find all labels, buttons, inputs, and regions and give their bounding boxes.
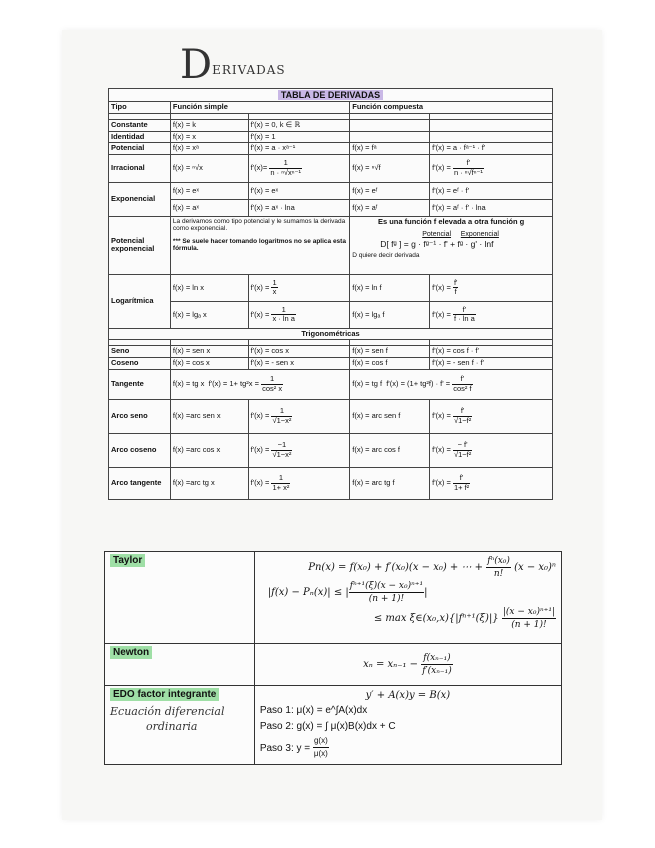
simple-f: f(x) = eˣ bbox=[170, 182, 248, 199]
label-exponencial: Exponencial bbox=[460, 231, 499, 239]
row-seno bbox=[109, 346, 553, 358]
comp-f: f(x) = ⁿ√f bbox=[350, 154, 430, 182]
d-prefix: f'(x) = bbox=[432, 282, 451, 292]
edo-paso-1: Paso 1: μ(x) = e^∫A(x)dx bbox=[259, 704, 368, 716]
comp-f: f(x) = tg f bbox=[352, 379, 383, 389]
row-constante bbox=[109, 119, 553, 131]
formula-left: D[ fᵍ ] = g · fᵍ⁻¹ · f' bbox=[380, 238, 448, 249]
simple-tangente bbox=[170, 369, 349, 399]
taylor-label: Taylor bbox=[110, 554, 145, 567]
d-prefix: f'(x) = 1+ tg²x = bbox=[208, 379, 259, 389]
edo-paso-3 bbox=[260, 735, 556, 762]
simple-f: f(x) =arc sen x bbox=[170, 399, 248, 433]
paso3-frac bbox=[313, 735, 329, 762]
taylor-line-3 bbox=[260, 606, 556, 631]
comp-f: f(x) = arc tg f bbox=[350, 467, 430, 499]
handwritten-title bbox=[180, 42, 286, 88]
taylor-l3-pre: ≤ max ξ∈(x₀,x){|fⁿ⁺¹(ξ)|} bbox=[373, 612, 499, 624]
denominator: 1+ f² bbox=[453, 482, 470, 492]
simple-f: f(x) = tg x bbox=[172, 379, 205, 389]
simple-d: f'(x) = 0, k ∈ ℝ bbox=[248, 119, 350, 131]
fraction bbox=[452, 375, 472, 393]
newton-label: Newton bbox=[110, 646, 152, 659]
comp-d: f'(x) = cos f · f' bbox=[430, 346, 553, 358]
numerator: 1 bbox=[269, 159, 302, 169]
fraction bbox=[271, 441, 292, 459]
fraction bbox=[269, 159, 302, 177]
comp-d: f'(x) = aᶠ · f' · lna bbox=[430, 199, 553, 216]
d-prefix: f'(x) = bbox=[432, 411, 451, 421]
taylor-l2-post: | bbox=[424, 587, 428, 599]
denominator: n · ⁿ√fⁿ⁻¹ bbox=[453, 167, 483, 177]
taylor-l3-frac bbox=[502, 606, 556, 631]
comp-f: f(x) = sen f bbox=[350, 346, 430, 358]
simple-d bbox=[248, 301, 350, 328]
simple-d bbox=[248, 467, 350, 499]
fraction bbox=[453, 159, 484, 177]
d-prefix: f'(x)= bbox=[250, 163, 268, 173]
edo-label-cell bbox=[105, 686, 255, 765]
tipo-cell: Potencial bbox=[109, 143, 171, 155]
taylor-label-wrap bbox=[110, 555, 249, 566]
denominator: cos² x bbox=[262, 383, 283, 393]
numerator: 1 bbox=[271, 407, 292, 417]
comp-d bbox=[430, 154, 553, 182]
row-identidad bbox=[109, 131, 553, 143]
fraction bbox=[453, 474, 470, 492]
simple-f: f(x) = cos x bbox=[170, 358, 248, 370]
simple-d bbox=[248, 274, 350, 301]
numerator: f(xₙ₋₁) bbox=[421, 652, 452, 665]
trig-header-row bbox=[109, 328, 553, 340]
fraction bbox=[453, 306, 476, 324]
comp-f: f(x) = arc cos f bbox=[350, 433, 430, 467]
edo-equation: y′ + A(x)y = B(x) bbox=[365, 690, 451, 701]
table-title: TABLA DE DERIVADAS bbox=[278, 90, 383, 100]
edo-handwritten-note bbox=[110, 704, 249, 735]
denominator: f · ln a bbox=[453, 314, 475, 324]
comp-f bbox=[350, 119, 430, 131]
tipo-cell: Identidad bbox=[109, 131, 171, 143]
d-prefix: f'(x) = bbox=[432, 445, 451, 455]
newton-formula bbox=[254, 644, 561, 686]
numerator: 1 bbox=[271, 474, 290, 484]
simple-d: f'(x) = eˣ bbox=[248, 182, 350, 199]
simple-f: f(x) =arc cos x bbox=[170, 433, 248, 467]
denominator: x bbox=[272, 287, 277, 297]
simple-d: f'(x) = a · xᵃ⁻¹ bbox=[248, 143, 350, 155]
simple-d bbox=[248, 433, 350, 467]
d-prefix: f'(x) = bbox=[432, 478, 451, 488]
comp-f bbox=[350, 131, 430, 143]
simple-f: f(x) =arc tg x bbox=[170, 467, 248, 499]
simple-d: f'(x) = aˣ · lna bbox=[248, 199, 350, 216]
numerator: −1 bbox=[271, 441, 292, 451]
tipo-cell: Arco seno bbox=[109, 399, 171, 433]
edo-note-1: Ecuación diferencial bbox=[110, 705, 225, 718]
simple-d: f'(x) = - sen x bbox=[248, 358, 350, 370]
table-title-cell bbox=[109, 89, 553, 102]
denominator: √1−f² bbox=[453, 415, 472, 425]
comp-f: f(x) = ln f bbox=[350, 274, 430, 301]
edo-paso-2: Paso 2: g(x) = ∫ μ(x)B(x)dx + C bbox=[259, 720, 396, 732]
denominator: x · ln a bbox=[272, 314, 295, 324]
comp-f: f(x) = arc sen f bbox=[350, 399, 430, 433]
comp-d bbox=[430, 467, 553, 499]
edo-label: EDO factor integrante bbox=[110, 688, 219, 701]
d-note: D quiere decir derivada bbox=[352, 252, 420, 260]
newton-frac bbox=[421, 652, 452, 677]
pot-exp-comp-title: Es una función f elevada a otra función g bbox=[377, 216, 525, 226]
d-prefix: f'(x) = bbox=[432, 163, 451, 173]
newton-label-wrap bbox=[110, 647, 249, 658]
comp-d bbox=[430, 274, 553, 301]
tipo-cell: Constante bbox=[109, 119, 171, 131]
fraction bbox=[453, 441, 472, 459]
comp-f: f(x) = fᵃ bbox=[350, 143, 430, 155]
taylor-l2-frac bbox=[349, 580, 424, 605]
simple-d: f'(x) = 1 bbox=[248, 131, 350, 143]
numerator: f' bbox=[452, 375, 472, 385]
comp-f: f(x) = lgₐ f bbox=[350, 301, 430, 328]
numerator: f' bbox=[453, 306, 476, 316]
denominator: μ(x) bbox=[313, 749, 328, 759]
tipo-cell: Arco coseno bbox=[109, 433, 171, 467]
title-rest: ERIVADAS bbox=[212, 63, 286, 77]
comp-d: f'(x) = - sen f · f' bbox=[430, 358, 553, 370]
pot-exp-note-1: La derivamos como tipo potencial y le sumamos la derivada como exponencial. bbox=[172, 217, 346, 233]
taylor-l2-pre: |f(x) − Pₙ(x)| ≤ | bbox=[267, 587, 349, 599]
denominator: cos² f bbox=[453, 383, 472, 393]
row-coseno bbox=[109, 358, 553, 370]
numerator: g(x) bbox=[313, 735, 329, 749]
denominator: f′(xₙ₋₁) bbox=[422, 666, 452, 676]
denominator: n! bbox=[493, 569, 504, 580]
row-tangente bbox=[109, 369, 553, 399]
fraction bbox=[271, 474, 290, 492]
header-tipo: Tipo bbox=[109, 102, 171, 114]
simple-f: f(x) = sen x bbox=[170, 346, 248, 358]
row-arcocoseno bbox=[109, 433, 553, 467]
numerator: f' bbox=[453, 159, 484, 169]
simple-f: f(x) = ln x bbox=[170, 274, 248, 301]
pot-exp-formula bbox=[352, 240, 550, 250]
fraction bbox=[271, 407, 292, 425]
comp-d bbox=[430, 301, 553, 328]
taylor-l1-pre: Pn(x) = f(x₀) + f′(x₀)(x − x₀) + ⋯ + bbox=[308, 562, 484, 574]
simple-d bbox=[248, 399, 350, 433]
tipo-cell: Exponencial bbox=[109, 182, 171, 216]
simple-f: f(x) = ⁿ√x bbox=[170, 154, 248, 182]
tipo-cell: Seno bbox=[109, 346, 171, 358]
header-simple: Función simple bbox=[170, 102, 349, 114]
comp-d bbox=[430, 399, 553, 433]
edo-label-wrap bbox=[110, 689, 249, 700]
methods-table bbox=[104, 551, 562, 765]
numerator: − f' bbox=[453, 441, 472, 451]
row-logaritmica-2 bbox=[109, 301, 553, 328]
simple-f: f(x) = x bbox=[170, 131, 248, 143]
edo-steps bbox=[260, 703, 556, 762]
denominator: (n + 1)! bbox=[368, 594, 405, 605]
simple-f: f(x) = k bbox=[170, 119, 248, 131]
header-compuesta: Función compuesta bbox=[350, 102, 553, 114]
d-prefix: f'(x) = bbox=[250, 445, 270, 455]
denominator: √1−x² bbox=[272, 449, 292, 459]
table-title-row bbox=[109, 89, 553, 102]
comp-d: f'(x) = a · fᵃ⁻¹ · f' bbox=[430, 143, 553, 155]
simple-f: f(x) = aˣ bbox=[170, 199, 248, 216]
denominator: √1−x² bbox=[272, 415, 292, 425]
comp-d: f'(x) = eᶠ · f' bbox=[430, 182, 553, 199]
tipo-cell: Coseno bbox=[109, 358, 171, 370]
row-arcotangente bbox=[109, 467, 553, 499]
fraction bbox=[453, 279, 459, 297]
d-prefix: f'(x) = bbox=[250, 478, 270, 488]
simple-d: f'(x) = cos x bbox=[248, 346, 350, 358]
row-arcoseno bbox=[109, 399, 553, 433]
taylor-label-cell bbox=[105, 552, 255, 644]
title-initial: D bbox=[180, 42, 213, 88]
fraction bbox=[453, 407, 472, 425]
edo-note-2: ordinaria bbox=[146, 720, 198, 734]
taylor-l1-frac bbox=[486, 555, 511, 580]
simple-f: f(x) = xᵃ bbox=[170, 143, 248, 155]
denominator: (n + 1)! bbox=[511, 619, 547, 630]
trig-header: Trigonométricas bbox=[109, 328, 553, 340]
comp-tangente bbox=[350, 369, 553, 399]
numerator: fⁿ(x₀) bbox=[486, 555, 511, 568]
numerator: f' bbox=[453, 474, 470, 484]
newton-label-cell bbox=[105, 644, 255, 686]
taylor-line-2 bbox=[260, 580, 556, 605]
fraction bbox=[271, 279, 277, 297]
tipo-cell: Tangente bbox=[109, 369, 171, 399]
row-newton bbox=[105, 644, 562, 686]
taylor-formulas bbox=[254, 552, 561, 644]
tipo-cell: Logarítmica bbox=[109, 274, 171, 328]
denominator: n · ⁿ√xⁿ⁻¹ bbox=[270, 167, 301, 177]
pot-exp-note-2: *** Se suele hacer tomando logaritmos no se aplica esta fórmula. bbox=[172, 237, 346, 253]
label-potencial: Potencial bbox=[422, 231, 452, 239]
numerator: 1 bbox=[261, 375, 283, 385]
header-row bbox=[109, 102, 553, 114]
d-prefix: f'(x) = bbox=[432, 309, 451, 319]
tipo-cell: Arco tangente bbox=[109, 467, 171, 499]
formula-right: + fᵍ · g' · lnf bbox=[450, 238, 494, 249]
denominator: 1+ x² bbox=[272, 482, 290, 492]
taylor-l1-post: (x − x₀)ⁿ bbox=[514, 562, 556, 574]
comp-f: f(x) = aᶠ bbox=[350, 199, 430, 216]
pot-exp-notes bbox=[170, 216, 349, 274]
row-taylor bbox=[105, 552, 562, 644]
numerator: |(x − x₀)ⁿ⁺¹| bbox=[502, 606, 556, 619]
numerator: 1 bbox=[271, 306, 296, 316]
comp-f: f(x) = eᶠ bbox=[350, 182, 430, 199]
row-edo bbox=[105, 686, 562, 765]
d-prefix: f'(x) = (1+ tg²f) · f' = bbox=[386, 379, 451, 389]
derivatives-table bbox=[108, 88, 553, 500]
taylor-line-1 bbox=[260, 555, 556, 580]
row-exponencial-2 bbox=[109, 199, 553, 216]
pot-exp-compound bbox=[350, 216, 553, 274]
numerator: 1 bbox=[272, 277, 277, 287]
fraction bbox=[271, 306, 296, 324]
tipo-cell: Potencial exponencial bbox=[109, 216, 171, 274]
row-logaritmica-1 bbox=[109, 274, 553, 301]
paso3-pre: Paso 3: y = bbox=[259, 742, 311, 754]
d-prefix: f'(x) = bbox=[250, 309, 270, 319]
row-potencial bbox=[109, 143, 553, 155]
comp-d bbox=[430, 119, 553, 131]
comp-f: f(x) = cos f bbox=[350, 358, 430, 370]
simple-f: f(x) = lgₐ x bbox=[170, 301, 248, 328]
denominator: √1−f² bbox=[453, 449, 472, 459]
row-exponencial-1 bbox=[109, 182, 553, 199]
d-prefix: f'(x) = bbox=[250, 411, 270, 421]
d-prefix: f'(x) = bbox=[250, 282, 270, 292]
edo-formulas bbox=[254, 686, 561, 765]
denominator: f bbox=[454, 287, 457, 297]
fraction bbox=[261, 375, 283, 393]
numerator: fⁿ⁺¹(ξ)(x − x₀)ⁿ⁺¹ bbox=[349, 580, 424, 593]
numerator: f' bbox=[453, 407, 472, 417]
comp-d bbox=[430, 433, 553, 467]
row-irracional bbox=[109, 154, 553, 182]
tipo-cell: Irracional bbox=[109, 154, 171, 182]
simple-d bbox=[248, 154, 350, 182]
row-potencial-exponencial bbox=[109, 216, 553, 274]
comp-d bbox=[430, 131, 553, 143]
newton-pre: xₙ = xₙ₋₁ − bbox=[363, 659, 419, 670]
numerator: f' bbox=[453, 277, 458, 287]
